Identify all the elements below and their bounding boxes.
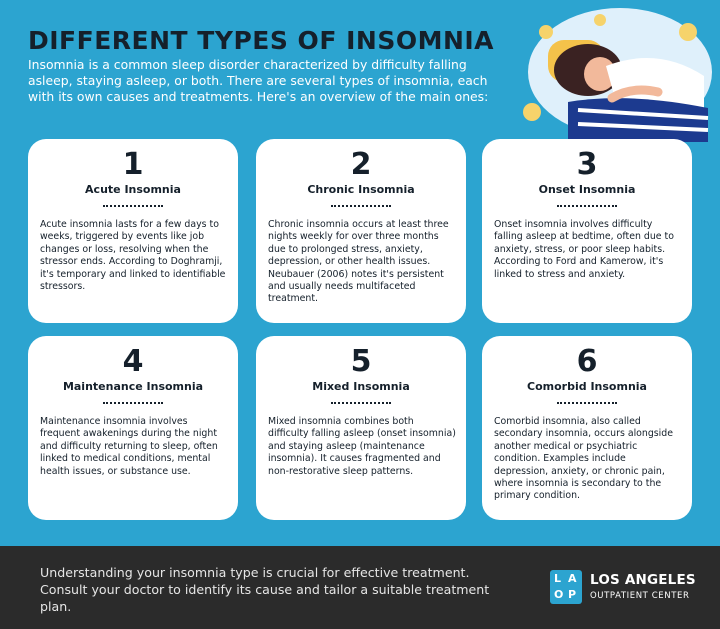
insomnia-card-comorbid xyxy=(482,336,692,520)
star-icon xyxy=(594,14,606,26)
insomnia-card-maintenance xyxy=(28,336,238,520)
intro-paragraph: Insomnia is a common sleep disorder characterized by difficulty falling asleep, staying asleep, or both. There are several types of insomnia, each with its own causes and treatments. Here's an overview of the main ones: xyxy=(28,57,489,104)
star-icon xyxy=(539,25,553,39)
page-title: DIFFERENT TYPES OF INSOMNIA xyxy=(28,26,495,55)
card-description: Mixed insomnia combines both difficulty falling asleep (onset insomnia) and staying asleep (maintenance insomnia). It causes fragmented and non-restorative sleep patterns. xyxy=(268,416,456,477)
card-title: Mixed Insomnia xyxy=(312,380,410,393)
sleeping-woman-illustration xyxy=(508,6,720,142)
insomnia-card-chronic xyxy=(256,139,466,323)
card-number: 6 xyxy=(576,344,598,379)
card-number: 4 xyxy=(122,344,144,379)
card-title: Comorbid Insomnia xyxy=(527,380,647,393)
card-divider xyxy=(331,402,391,404)
card-description: Chronic insomnia occurs at least three nights weekly for over three months due to prolonged stress, anxiety, depression, or other health issues. Neubauer (2006) notes it's persistent and usually needs multifaceted treatment. xyxy=(268,219,449,305)
logo-letter: O xyxy=(554,588,564,601)
card-divider xyxy=(103,402,163,404)
moon-icon xyxy=(523,103,541,121)
card-title: Chronic Insomnia xyxy=(307,183,415,196)
card-title: Onset Insomnia xyxy=(538,183,636,196)
card-number: 5 xyxy=(350,344,372,379)
logo-letter: L xyxy=(554,572,562,585)
card-title: Acute Insomnia xyxy=(85,183,181,196)
footer xyxy=(0,546,720,629)
insomnia-card-mixed xyxy=(256,336,466,520)
insomnia-card-onset xyxy=(482,139,692,323)
card-description: Comorbid insomnia, also called secondary insomnia, occurs alongside another medical or psychiatric condition. Examples include depression, anxiety, or chronic pain, where insomnia is secondary to the primary condition. xyxy=(494,416,674,502)
logo-mark xyxy=(550,570,582,604)
card-number: 1 xyxy=(122,147,144,182)
cloud-icon xyxy=(679,23,697,41)
card-title: Maintenance Insomnia xyxy=(62,380,204,393)
footer-text: Understanding your insomnia type is crucial for effective treatment. Consult your doctor to identify its cause and tailor a suitable treatment plan. xyxy=(40,565,490,614)
logo-subtitle: OUTPATIENT CENTER xyxy=(590,591,690,601)
logo-title: LOS ANGELES xyxy=(590,572,696,588)
card-divider xyxy=(103,205,163,207)
card-divider xyxy=(331,205,391,207)
logo-letter: P xyxy=(568,588,577,601)
card-description: Acute insomnia lasts for a few days to weeks, triggered by events like job changes or loss, resolving when the stressor ends. According to Doghramji, it's temporary and linked to identifiable stressors. xyxy=(40,219,226,293)
card-description: Maintenance insomnia involves frequent awakenings during the night and difficulty returning to sleep, often linked to medical conditions, mental health issues, or substance use. xyxy=(40,416,218,477)
card-divider xyxy=(557,205,617,207)
card-number: 2 xyxy=(350,147,372,182)
card-description: Onset insomnia involves difficulty falling asleep at bedtime, often due to anxiety, stress, or poor sleep habits. According to Ford and Kamerow, it's linked to stress and anxiety. xyxy=(494,219,674,280)
insomnia-card-acute xyxy=(28,139,238,323)
logo-letter: A xyxy=(568,572,577,585)
card-number: 3 xyxy=(576,147,598,182)
card-divider xyxy=(557,402,617,404)
blanket xyxy=(568,98,708,142)
